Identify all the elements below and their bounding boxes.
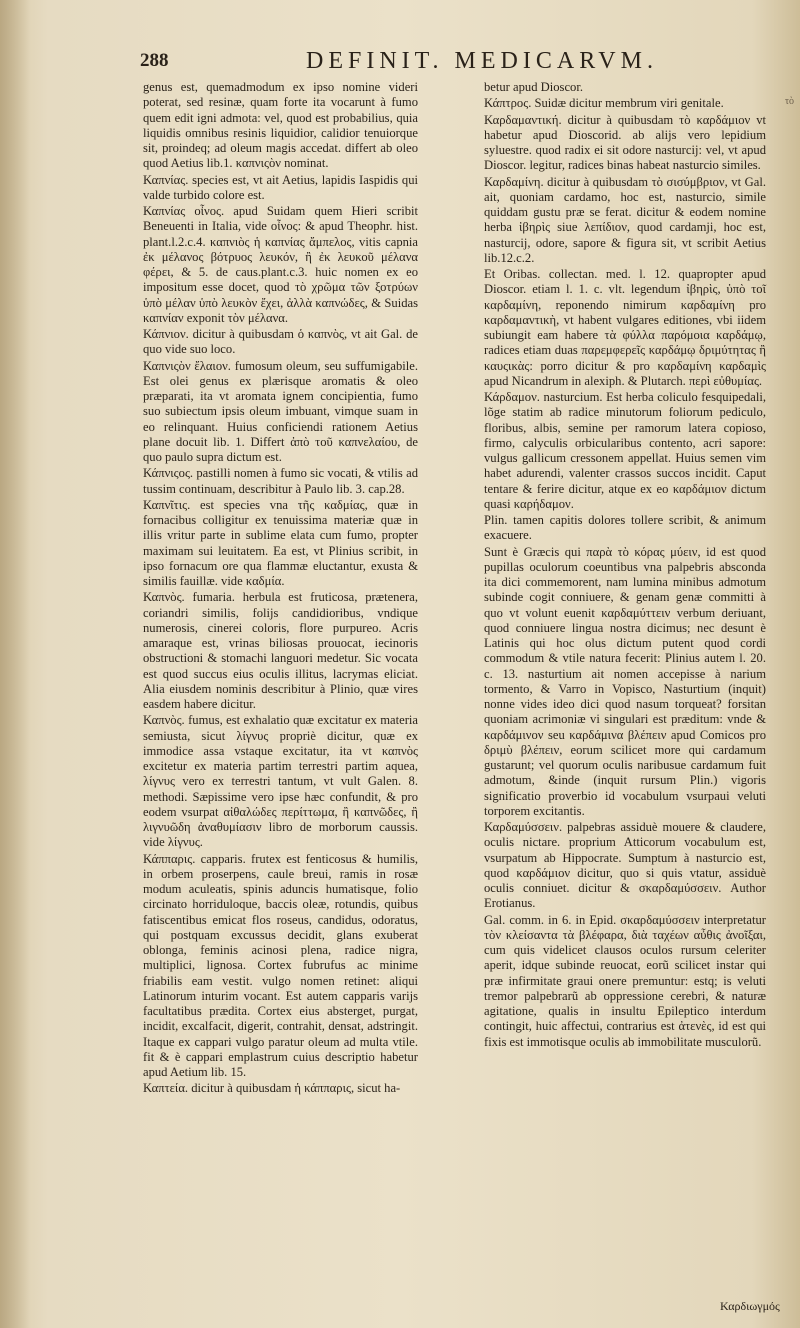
paragraph: Κάππαρις. capparis. frutex est fenticosus & humilis, in orbem proserpens, caule breui, ramis in rosæ modum aculeatis, spinis aduncis humatisque, folio circinato horriduloque, baccis oleæ, rotundis, quibus fatiscentibus emicat flos roseus, candidus, odoratus, qui postquam excussus decidit, glans exuberat oblonga, feminis acinosi plena, radice nigra, multiplici, lignosa. Cortex fubrufus ac minime friabilis eam vestit. vulgo nomen retinet: aliqui Latinorum inturim vocant. Est autem capparis varijs facultatibus prædita. Cortex eius absterget, purgat, incidit, excalfacit, digerit, contrahit, densat, adstringit. Itaque ex cappari vulgo paratur oleum ad multa vtile. fit & è cappari emplastrum cuius descriptio habetur apud Aetium lib. 15. [143, 851, 418, 1079]
paragraph: Καρδαμίνη. dicitur à quibusdam τὸ σισύμβριον, vt Gal. ait, quoniam cardamo, hoc est, nasturcio, simile quiddam gustu præ se ferat. dicitur & eodem nomine herba ἰβηρὶς siue λεπίδιον, quod cardamji, hoc est, nasturcij, odore, sapore & figura sit, vt scribit Aetius lib.12.c.2. [484, 174, 766, 265]
paragraph: Κάρδαμον. nasturcium. Est herba coliculo fesquipedali, lõge statim ab radice minutorum foliorum pediculo, floribus, albis, semine per ramorum latera copioso, firmo, calyculis orbicularibus contento, acri sapore: vulgus gallicum cressonem appellat. Huius semen vim habet adurendi, valenter crassos succos incidit. Caput tentare & ferire dicitur, atque ex eo καρδάμιον dictum quasi καρήδαμον. [484, 390, 766, 511]
catchword: Καρδιωγμός [720, 1299, 780, 1313]
right-column [484, 80, 766, 1050]
paragraph: Κάπνιςος. pastilli nomen à fumo sic vocati, & vtilis ad tussim continuam, describitur à Paulo lib. 3. cap.28. [143, 466, 418, 496]
paragraph: Καπνὸς. fumus, est exhalatio quæ excitatur ex materia semiusta, sicut λίγνυς propriè dicitur, quæ ex immodice assa vstaque excitatur, ita vt καπνὸς excitetur ex materia partim terrestri partim aquea, λίγνυς vero ex terrestri tantum, vt vult Galen. 8. methodi. Sæpissime vero ipse hæc confundit, & pro eodem vsurpat αἰθαλώδες περίττωμα, ἢ καπνῶδες, ἢ λιγνυῶδη ἀναθυμίασιν libro de morborum caussis. vide λίγνυς. [143, 713, 418, 850]
paragraph: Plin. tamen capitis dolores tollere scribit, & animum exacuere. [484, 513, 766, 543]
paragraph: Καρδαμύσσειν. palpebras assiduè mouere & claudere, oculis nictare. proprium Atticorum vocabulum est, vsurpatum ab Hippocrate. Sumptum à nasturcio est, quod καρδάμιον dicitur, quo si quis vtatur, assiduè oculis conniuet. dicitur & σκαρδαμύσσειν. Author Erotianus. [484, 820, 766, 911]
margin-note: τὸ [785, 96, 795, 107]
paragraph: Καπτεία. dicitur à quibusdam ἡ κάππαρις, sicut ha- [143, 1081, 401, 1096]
paragraph: Κάπνιον. dicitur à quibusdam ὁ καπνὸς, vt ait Gal. de quo vide suo loco. [143, 327, 418, 357]
left-column [143, 80, 418, 1097]
paragraph: Et Oribas. collectan. med. l. 12. quapropter apud Dioscor. etiam l. 1. c. vlt. legendum ἰβηρὶς, ὑπὸ τοῖ καρδαμίνη, reponendo nimirum καρδαμίνη pro καρδαμαντικὴ, vt habent vulgares editiones, vbi iidem subiungit eam habere τὰ φύλλα παρόμοια καρδάμῳ, radices etiam duas παρεμφερεῖς καρδάμῳ δριμύτητας ἢ καυςικὰς: porro dicitur & pro καρδαμίνη καρδαμὶς apud Nicandrum in alexiph. & Plutarch. περὶ εὐθυμίας. [484, 267, 766, 388]
paragraph: genus est, quemadmodum ex ipso nomine videri poterat, sed resinæ, quam forte ita vocarunt à fumo quem edit igni admota: vel, quod est probabilius, quia liquidis omnibus resinis liquidior, calidior tenuiorque sit, proindeq; ad oleum magis accedat. differt ab oleo quod Aetius lib.1. καπνιςὸν nominat. [143, 80, 418, 171]
paragraph: Καρδαμαντική. dicitur à quibusdam τὸ καρδάμιον vt habetur apud Dioscorid. ab alijs vero lepidium syluestre. quod radix ei sit odore nasturcij: vel, vt apud Dioscor. legitur, radices binas habeat nasturcio similes. [484, 112, 766, 173]
paragraph: Gal. comm. in 6. in Epid. σκαρδαμύσσειν interpretatur τὸν κλείσαντα τὰ βλέφαρα, διὰ ταχέων αὖθις ἀνοῖξαι, cum quis videlicet clausos oculos rursum celeriter aperit, idque subinde reuocat, eorũ scilicet instar qui præ infirmitate graui onere premuntur: estq; is veluti tremor palpebrarũ ab oppressione cerebri, & naturæ agitatione, qualis in insultu Epileptico interdum contingit, huic affectui, contrarius est ἀτενὲς, id est qui fixis est immotisque oculis ab immobilitate musculorũ. [484, 912, 766, 1049]
paragraph: Καπνίας. species est, vt ait Aetius, lapidis Iaspidis qui valde turbido colore est. [143, 172, 418, 202]
paragraph: betur apud Dioscor. [484, 80, 583, 94]
paragraph: Κάπτρος. Suidæ dicitur membrum viri genitale. [484, 96, 724, 111]
running-title: DEFINIT. MEDICARVM. [306, 48, 658, 74]
paragraph: Καπνίας οἶνος. apud Suidam quem Hieri scribit Beneuenti in Italia, vide οἶνος: & apud Theophr. hist. plant.l.2.c.4. καπνιὸς ἡ καπνίας ἄμπελος, vitis capnia ἐκ μέλανος βότρυος λευκόν, ἢ ἐκ λευκοῦ μέλανα φέρει, & 5. de caus.plant.c.3. huic nomen ex eo impositum esse docet, quod τὸ χρῶμα τῶν ξοτρύων ὑπὸ μέλαν ὑπὸ λευκὸν ἔχει, ἀλλὰ καπνώδες, & Suidas καπνίαν exponit τὸν μέλανα. [143, 204, 418, 325]
paragraph: Καπνῖτις. est species vna τῆς καδμίας, quæ in fornacibus colligitur ex tenuissima materiæ quæ in illis vritur parte in sublime elata cum fumo, propter maximam sui leuitatem. Ea est, vt Plinius scribit, in ipso fornacum ore qua flammæ eluctantur, exusta & similis fauillæ. vide καδμία. [143, 497, 418, 588]
paragraph: Καπνιςὸν ἔλαιον. fumosum oleum, seu suffumigabile. Est olei genus ex plærisque aromatis & oleo præparati, ita vt aromata ignem concipientia, fumo suo subiectum ipsis oleum imbuant, vimque suam in eo relinquant. Huius conficiendi rationem Aetius plane docuit lib. 1. Differt ἀπὸ τοῦ καπνελαίου, de quo paulo supra dictum est. [143, 358, 418, 464]
page-number: 288 [140, 50, 169, 71]
paragraph: Sunt è Græcis qui παρὰ τὸ κόρας μύειν, id est quod pupillas oculorum coeuntibus vna palpebris absconda ita dici commemorent, nam lumina minibus admotum subinde cogit conniuere, & genam genæ committi à quo vt volunt euenit καρδαμύττειν verbum deriuant, quod conniuere lingua nostra dicimus; nec desunt è Latinis qui hoc olus dictum putent quod cordi commodum & vtile natura fecerit: Plinius autem l. 20. c. 13. nasturtium ait nomen accepisse à narium tormento, & Varro in Vopisco, Nasturtium (inquit) nonne vides ideo dici quod nasum torqueat? forsitan quoniam acrimoniæ vi singulari est præditum: vnde & καρδάμινον seu καρδάμινα βλέπειν apud Comicos pro δριμὺ βλέπειν, eorum scilicet more qui cardamum gustarunt; vel quorum oculis naribusue cardamum fuit admotum, &inde (inquit rursum Plin.) vigoris significatio proverbio id vocabulum vsurpaui veluti torporem excitantis. [484, 544, 766, 818]
page-header [140, 48, 760, 78]
page-gutter-shadow [0, 0, 30, 1328]
paragraph: Καπνὸς. fumaria. herbula est fruticosa, prætenera, coriandri similis, folijs candidioribus, vndique numerosis, cinerei coloris, flore purpureo. Acris amaraque est, vrinas biliosas prouocat, iecinoris obstructioni & stomachi languori medetur. Sic vocata est quod succus eius oculis illitus, lacrymas eliciat. Alia eiusdem nominis describitur à Plinio, quæ vires easdem habere dicitur. [143, 590, 418, 711]
